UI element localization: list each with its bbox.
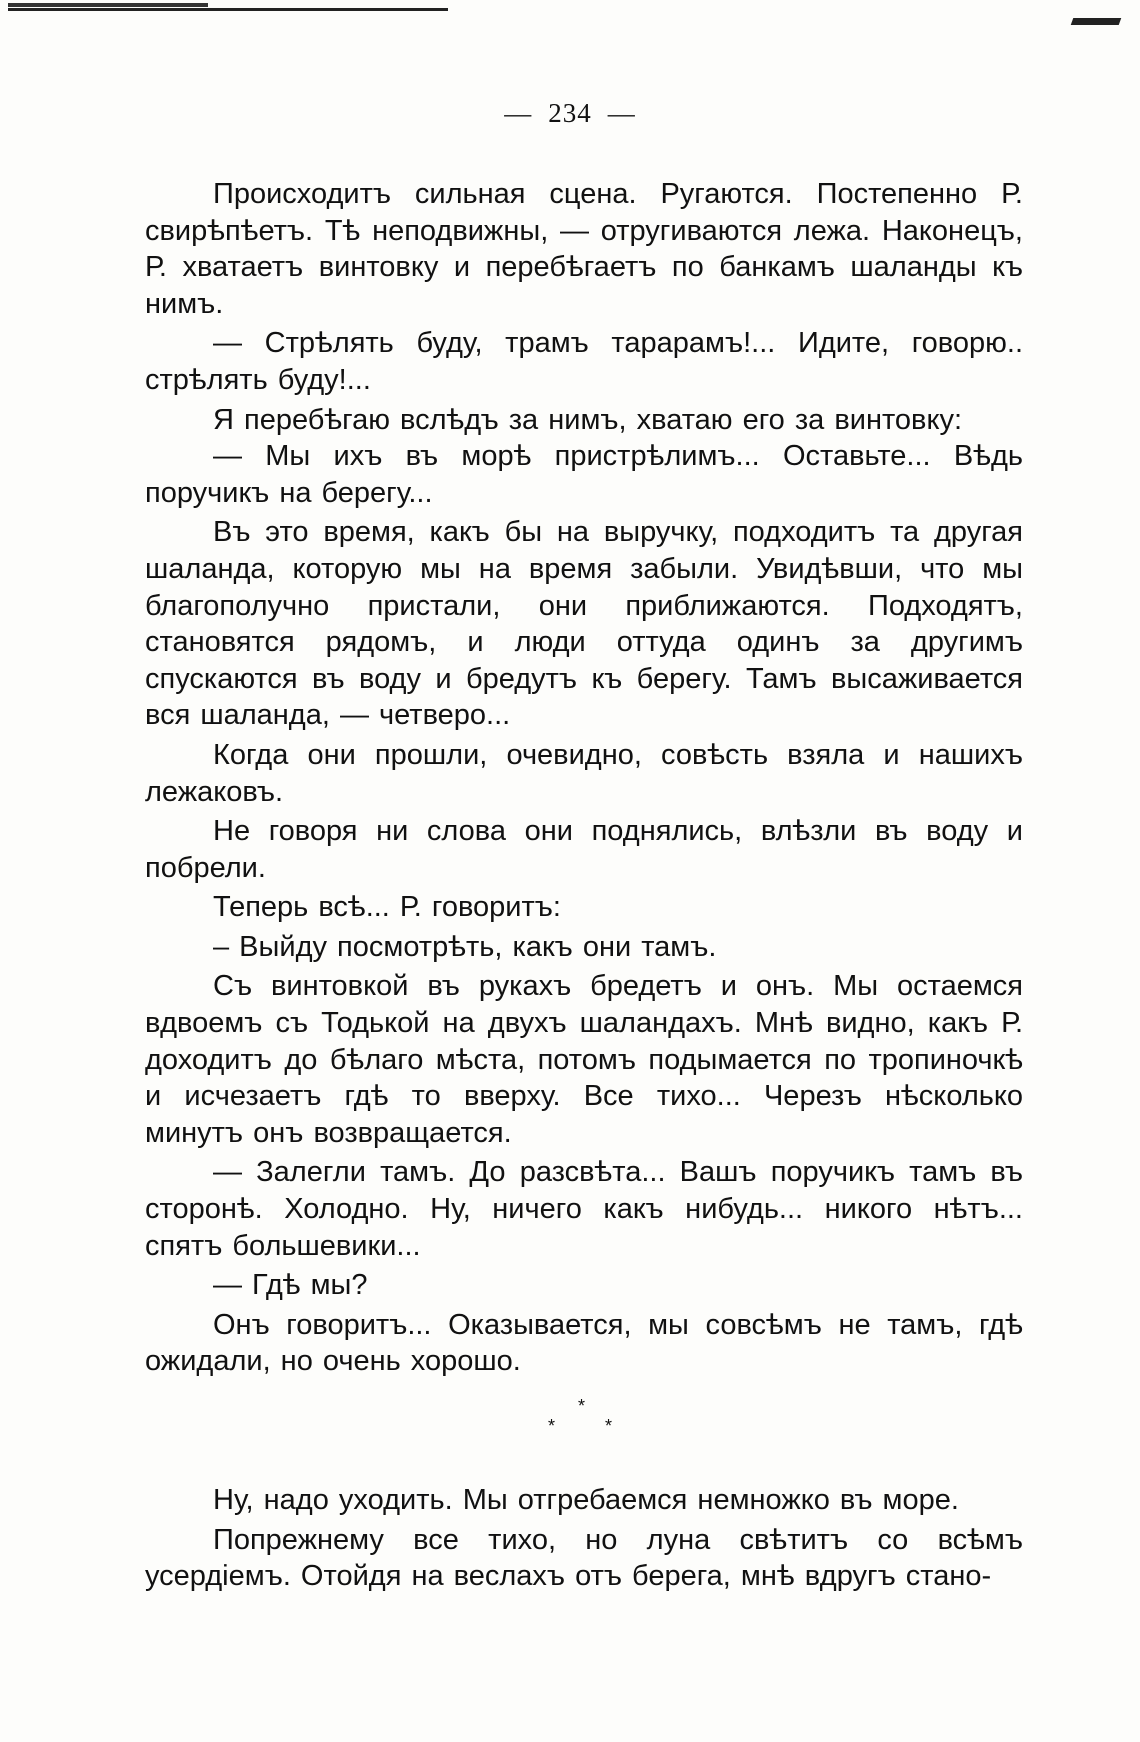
paragraph: Онъ говоритъ... Оказывается, мы совсѣмъ не тамъ, гдѣ ожидали, но очень хорошо.	[145, 1308, 1023, 1378]
paragraph: Въ это время, какъ бы на выручку, подходитъ та другая шаланда, которую мы на время забыли. Увидѣвши, что мы благополучно пристали, они приближаются. Подходятъ, становятся рядомъ, и люди оттуда одинъ за другимъ спускаются въ воду и бредутъ къ берегу. Тамъ высаживается вся шаланда, — четверо...	[145, 516, 1023, 732]
paragraph: – Выйду посмотрѣть, какъ они тамъ.	[213, 930, 717, 963]
paragraph: — Стрѣлять буду, трамъ тарарамъ!... Идите, говорю.. стрѣлять буду!...	[145, 327, 1023, 396]
paragraph: — Залегли тамъ. До разсвѣта... Вашъ поручикъ тамъ въ сторонѣ. Холодно. Ну, ничего какъ нибудь... никого нѣтъ... спятъ большевики...	[145, 1156, 1023, 1262]
page-number-dash-left: —	[504, 98, 533, 128]
page-number-dash-right: —	[607, 98, 636, 128]
scan-top-rule	[8, 8, 448, 11]
paragraph: Когда они прошли, очевидно, совѣсть взяла и нашихъ лежаковъ.	[145, 738, 1023, 808]
separator-star: *	[605, 1416, 613, 1436]
paragraph: Попрежнему все тихо, но луна свѣтитъ со всѣмъ усердіемъ. Отойдя на веслахъ отъ берега, мнѣ вдругъ стано-	[145, 1523, 1023, 1593]
page-number	[0, 98, 1140, 129]
paragraph: Теперь всѣ... Р. говоритъ:	[213, 891, 561, 924]
paragraph: — Гдѣ мы?	[213, 1269, 368, 1302]
scan-edge-mark	[8, 3, 208, 7]
paragraph: Ну, надо уходить. Мы отгребаемся немножко въ море.	[213, 1484, 959, 1516]
paragraph: Съ винтовкой въ рукахъ бредетъ и онъ. Мы остаемся вдвоемъ съ Тодькой на двухъ шаландахъ. Мнѣ видно, какъ Р. доходитъ до бѣлаго мѣста, потомъ подымается по тропиночкѣ и исчезаетъ гдѣ то вверху. Все тихо... Черезъ нѣсколько минутъ онъ возвращается.	[145, 970, 1023, 1149]
paragraph: Не говоря ни слова они поднялись, влѣзли въ воду и побрели.	[145, 815, 1023, 884]
separator-star: *	[548, 1416, 556, 1436]
paragraph: Происходитъ сильная сцена. Ругаются. Постепенно Р. свирѣпѣетъ. Тѣ неподвижны, — отругиваются лежа. Наконецъ, Р. хватаетъ винтовку и перебѣгаетъ по банкамъ шаланды къ нимъ.	[145, 178, 1023, 320]
page-number-value: 234	[548, 98, 592, 128]
paragraph: — Мы ихъ въ морѣ пристрѣлимъ... Оставьте... Вѣдь поручикъ на берегу...	[145, 440, 1023, 509]
separator-star: *	[578, 1396, 586, 1416]
section-separator	[145, 1380, 1023, 1482]
scan-corner-mark	[1071, 18, 1122, 25]
paragraph: Я перебѣгаю вслѣдъ за нимъ, хватаю его за винтовку:	[213, 403, 963, 436]
page-body	[145, 176, 1023, 1595]
